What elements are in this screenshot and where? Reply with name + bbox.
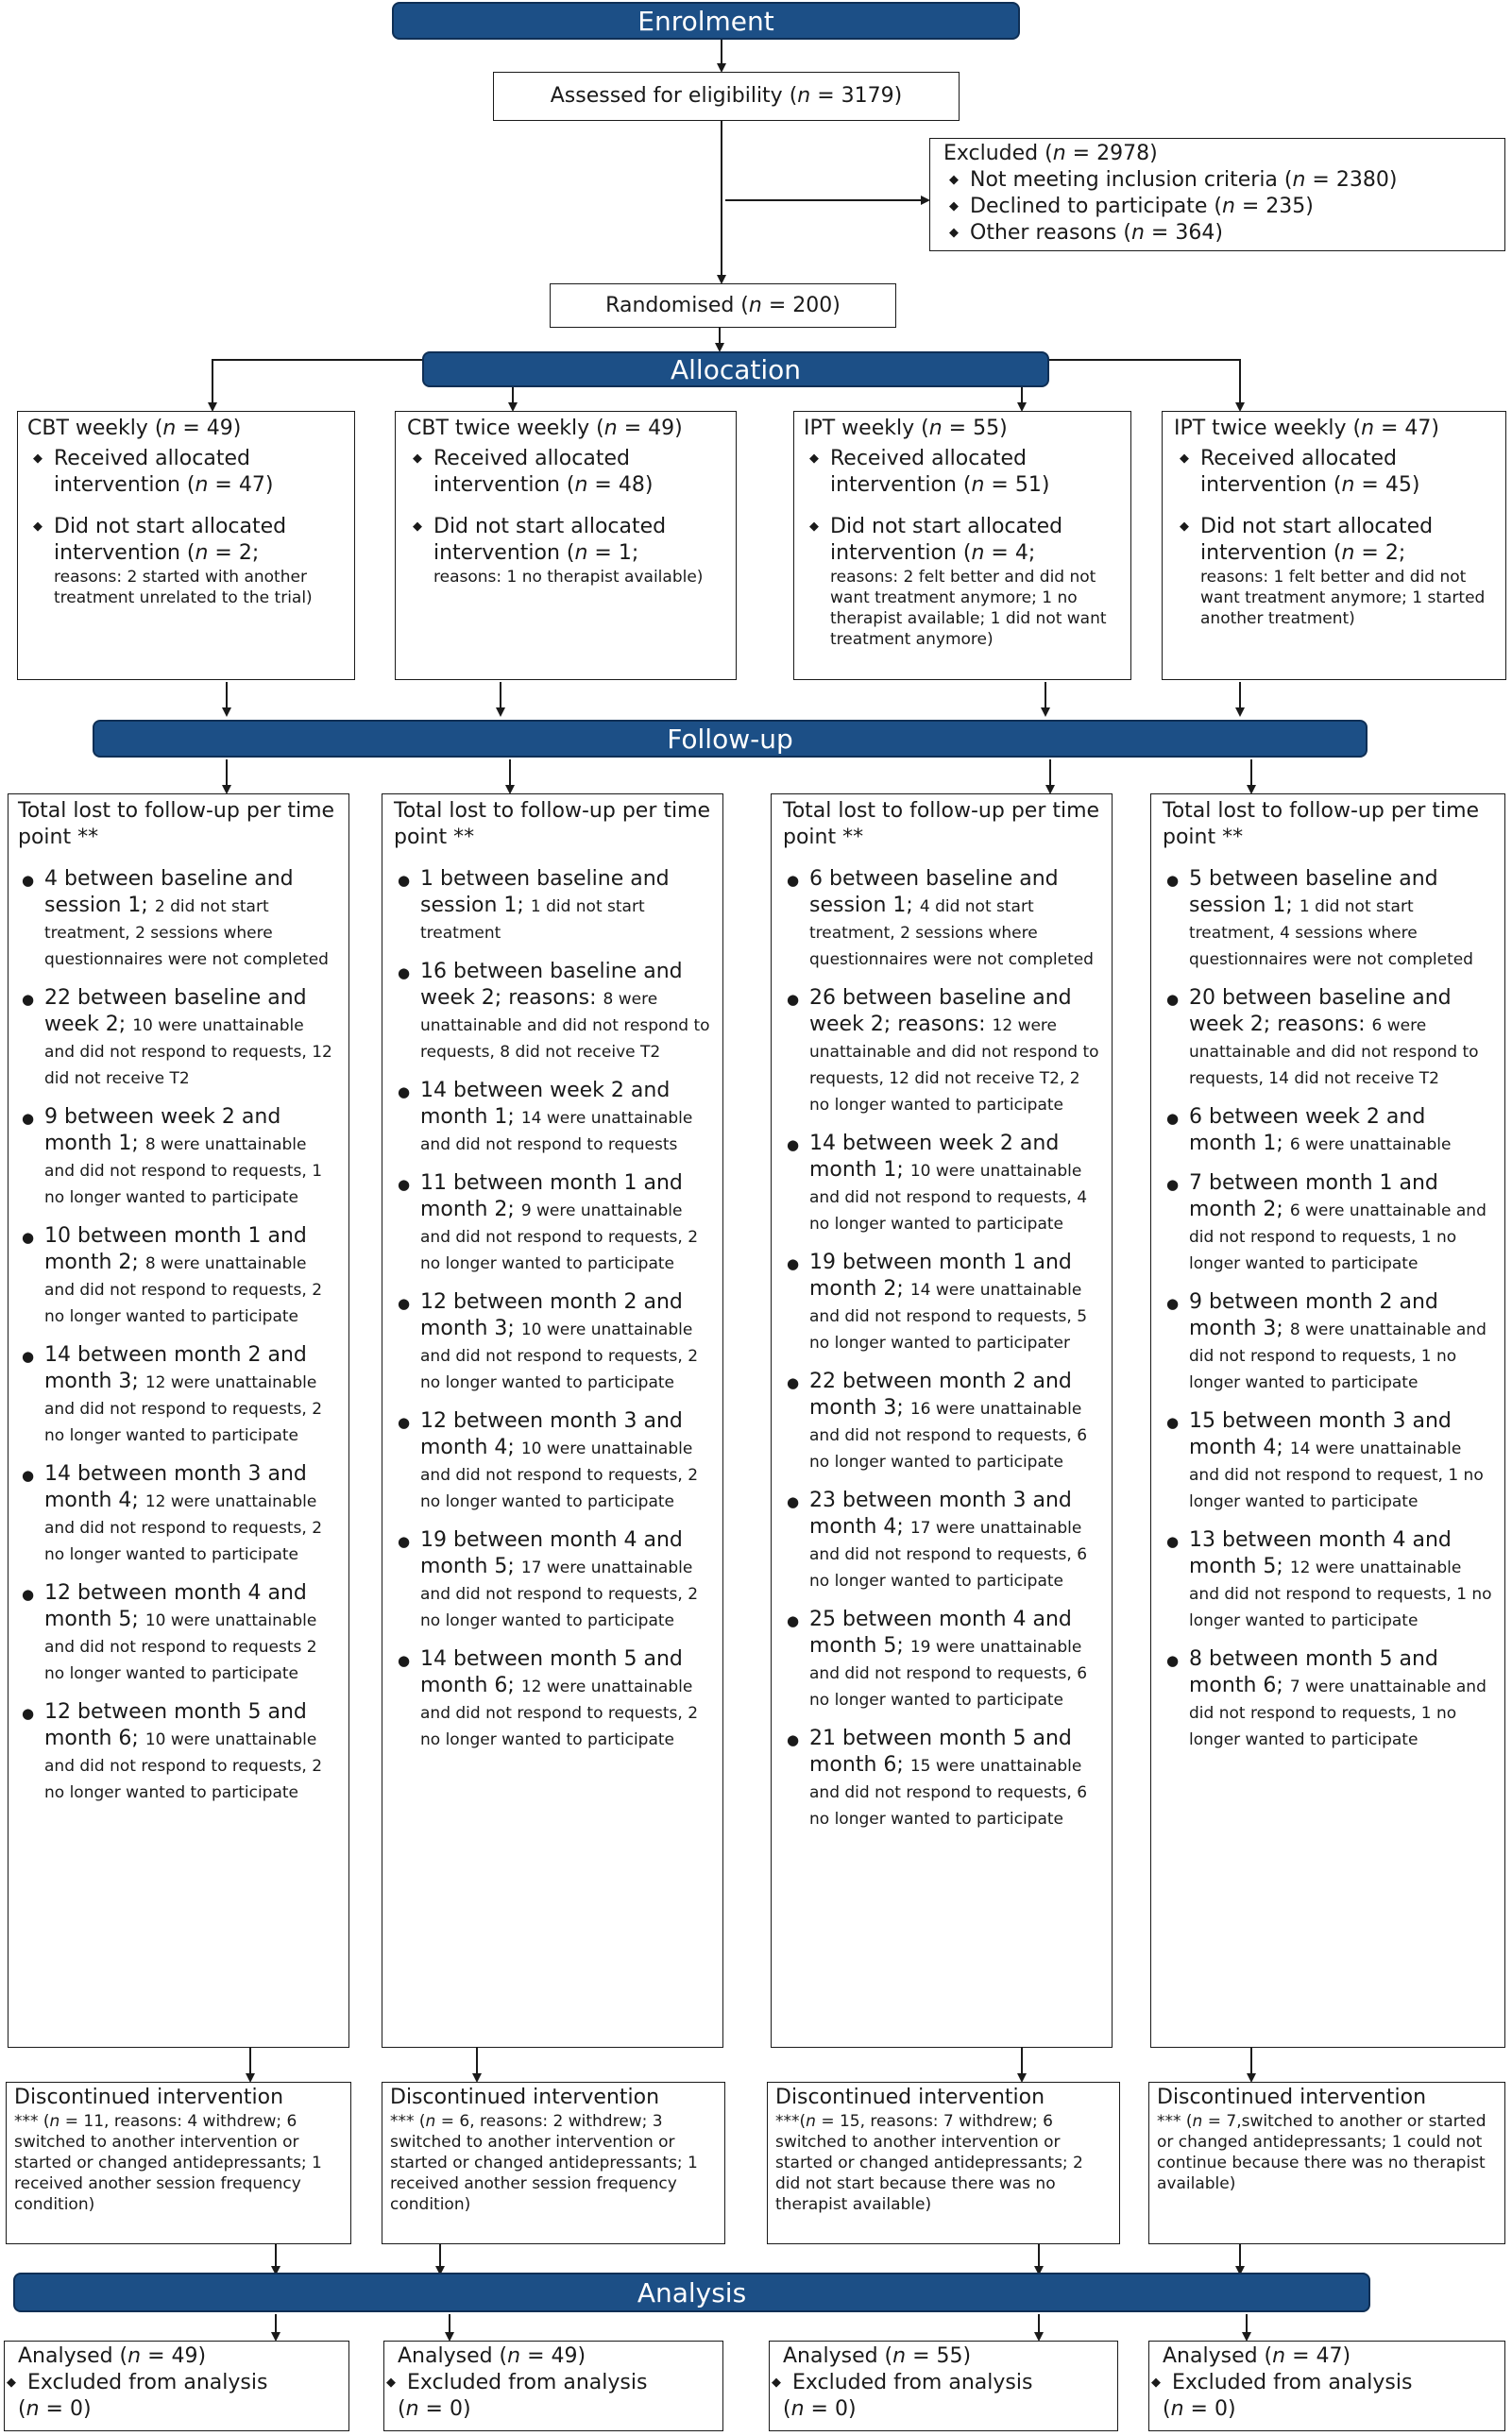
- analysed-box-ipt-twice: [1148, 2341, 1505, 2431]
- assessed-n: n: [797, 84, 811, 108]
- lost-item: ● 12 between month 5 and month 6; 10 were unattainable and did not respond to requests, 2 no longer wanted to participate: [18, 1699, 339, 1805]
- analysed-excluded-count: (n = 0): [1163, 2397, 1236, 2421]
- discontinued-box-cbt-weekly: [6, 2082, 351, 2244]
- analysed-title: Analysed (n = 49): [398, 2344, 586, 2368]
- lost-title: Total lost to follow-up per time point **: [1163, 799, 1480, 849]
- analysed-excluded-list: [766, 2370, 1104, 2396]
- arm-title: IPT weekly (n = 55): [804, 417, 1008, 440]
- analysis-banner: Analysis: [13, 2273, 1370, 2312]
- arm-received: ◆ Received allocated intervention (n = 48): [407, 446, 724, 499]
- analysed-excluded-item: ◆ Excluded from analysis: [1146, 2370, 1491, 2396]
- arm-allocation-list: [804, 446, 1121, 650]
- lost-list: [1163, 866, 1493, 1752]
- arm-not-started-reasons: reasons: 2 started with another treatment unrelated to the trial): [54, 568, 313, 607]
- excluded-reason-item: ◆ Declined to participate (n = 235): [943, 194, 1491, 220]
- lost-item: ● 12 between month 3 and month 4; 10 were unattainable and did not respond to requests, 2 no longer wanted to participate: [394, 1408, 711, 1514]
- analysed-title: Analysed (n = 49): [18, 2344, 207, 2368]
- lost-list: [394, 866, 711, 1752]
- lost-item: ● 15 between month 3 and month 4; 14 were unattainable and did not respond to request, 1 no longer wanted to participate: [1163, 1408, 1493, 1514]
- excluded-reasons: [943, 167, 1491, 247]
- lost-item: ● 12 between month 4 and month 5; 10 were unattainable and did not respond to requests 2 no longer wanted to participate: [18, 1580, 339, 1686]
- lost-box-ipt-weekly: [771, 793, 1113, 2048]
- analysed-excluded-count: (n = 0): [398, 2397, 471, 2421]
- analysed-excluded-list: [381, 2370, 709, 2396]
- lost-item: ● 10 between month 1 and month 2; 8 were unattainable and did not respond to requests, 2 no longer wanted to participate: [18, 1223, 339, 1329]
- discontinued-text: ***(n = 15, reasons: 7 withdrew; 6 switched to another intervention or started or changed antidepressants; 2 did not start because there was no therapist available): [775, 2112, 1083, 2214]
- lost-item: ● 11 between month 1 and month 2; 9 were unattainable and did not respond to requests, 2 no longer wanted to participate: [394, 1170, 711, 1276]
- arm-not-started-reasons: reasons: 2 felt better and did not want treatment anymore; 1 no therapist available; 1 did not want treatment anymore): [830, 568, 1107, 649]
- arm-not-started: ◆ Did not start allocated intervention (n = 2; reasons: 2 started with another treatment unrelated to the trial): [27, 514, 345, 608]
- lost-list: [783, 866, 1100, 1831]
- discontinued-box-ipt-weekly: [767, 2082, 1120, 2244]
- analysed-excluded-count: (n = 0): [18, 2397, 92, 2421]
- discontinued-title: Discontinued intervention: [775, 2086, 1045, 2109]
- excluded-reason-item: ◆ Other reasons (n = 364): [943, 220, 1491, 247]
- lost-item: ● 20 between baseline and week 2; reasons: 6 were unattainable and did not respond to requests, 14 did not receive T2: [1163, 985, 1493, 1091]
- lost-item: ● 14 between week 2 and month 1; 14 were unattainable and did not respond to requests: [394, 1078, 711, 1157]
- excluded-box: [929, 138, 1505, 251]
- lost-title: Total lost to follow-up per time point **: [18, 799, 335, 849]
- lost-item: ● 1 between baseline and session 1; 1 did not start treatment: [394, 866, 711, 945]
- arm-received: ◆ Received allocated intervention (n = 47): [27, 446, 345, 499]
- lost-title: Total lost to follow-up per time point **: [394, 799, 711, 849]
- analysed-title: Analysed (n = 55): [783, 2344, 972, 2368]
- lost-item: ● 14 between month 5 and month 6; 12 were unattainable and did not respond to requests, 2 no longer wanted to participate: [394, 1646, 711, 1752]
- analysed-title: Analysed (n = 47): [1163, 2344, 1351, 2368]
- lost-item: ● 25 between month 4 and month 5; 19 were unattainable and did not respond to requests, 6 no longer wanted to participate: [783, 1607, 1100, 1712]
- discontinued-title: Discontinued intervention: [1157, 2086, 1427, 2109]
- discontinued-box-ipt-twice: [1148, 2082, 1505, 2244]
- arm-received: ◆ Received allocated intervention (n = 51): [804, 446, 1121, 499]
- arm-not-started: ◆ Did not start allocated intervention (n = 2; reasons: 1 felt better and did not want treatment anymore; 1 started another treatment): [1174, 514, 1494, 629]
- lost-item: ● 22 between month 2 and month 3; 16 were unattainable and did not respond to requests, 6 no longer wanted to participate: [783, 1369, 1100, 1474]
- discontinued-text: *** (n = 11, reasons: 4 withdrew; 6 switched to another intervention or started or changed antidepressants; 1 received another session frequency condition): [14, 2112, 322, 2214]
- lost-item: ● 14 between month 3 and month 4; 12 were unattainable and did not respond to requests, 2 no longer wanted to participate: [18, 1461, 339, 1567]
- discontinued-text: *** (n = 6, reasons: 2 withdrew; 3 switched to another intervention or started or changed antidepressants; 1 received another session frequency condition): [390, 2112, 698, 2214]
- lost-item: ● 12 between month 2 and month 3; 10 were unattainable and did not respond to requests, 2 no longer wanted to participate: [394, 1289, 711, 1395]
- analysed-excluded-list: [1, 2370, 335, 2396]
- assessed-box: [493, 72, 960, 121]
- lost-item: ● 8 between month 5 and month 6; 7 were unattainable and did not respond to requests, 1 no longer wanted to participate: [1163, 1646, 1493, 1752]
- arm-box-ipt-twice: [1162, 411, 1506, 680]
- randomised-box: Randomised (n = 200): [550, 283, 896, 328]
- arm-allocation-list: [407, 446, 724, 588]
- discontinued-text: *** (n = 7,switched to another or started or changed antidepressants; 1 could not continue because there was no therapist available): [1157, 2112, 1487, 2193]
- lost-box-ipt-twice: [1150, 793, 1505, 2048]
- lost-item: ● 16 between baseline and week 2; reasons: 8 were unattainable and did not respond to requests, 8 did not receive T2: [394, 959, 711, 1065]
- follow-up-banner: Follow-up: [93, 720, 1368, 758]
- analysed-excluded-item: ◆ Excluded from analysis: [1, 2370, 335, 2396]
- lost-box-cbt-weekly: [8, 793, 349, 2048]
- allocation-banner: Allocation: [422, 351, 1049, 387]
- lost-item: ● 9 between week 2 and month 1; 8 were unattainable and did not respond to requests, 1 no longer wanted to participate: [18, 1104, 339, 1210]
- analysed-excluded-item: ◆ Excluded from analysis: [381, 2370, 709, 2396]
- arm-title: IPT twice weekly (n = 47): [1174, 417, 1440, 440]
- lost-item: ● 13 between month 4 and month 5; 12 were unattainable and did not respond to requests, 1 no longer wanted to participate: [1163, 1527, 1493, 1633]
- lost-item: ● 5 between baseline and session 1; 1 did not start treatment, 4 sessions where questionnaires were not completed: [1163, 866, 1493, 972]
- arm-allocation-list: [1174, 446, 1494, 629]
- arm-not-started-reasons: reasons: 1 felt better and did not want treatment anymore; 1 started another treatment): [1200, 568, 1486, 628]
- arm-title: CBT twice weekly (n = 49): [407, 417, 683, 440]
- arm-box-ipt-weekly: [793, 411, 1131, 680]
- discontinued-box-cbt-twice: [382, 2082, 725, 2244]
- analysed-excluded-item: ◆ Excluded from analysis: [766, 2370, 1104, 2396]
- lost-item: ● 6 between baseline and session 1; 4 did not start treatment, 2 sessions where questionnaires were not completed: [783, 866, 1100, 972]
- arm-box-cbt-weekly: [17, 411, 355, 680]
- enrolment-banner: Enrolment: [392, 2, 1020, 40]
- arm-received: ◆ Received allocated intervention (n = 45): [1174, 446, 1494, 499]
- lost-item: ● 19 between month 1 and month 2; 14 were unattainable and did not respond to requests, 5 no longer wanted to participater: [783, 1250, 1100, 1355]
- analysed-excluded-list: [1146, 2370, 1491, 2396]
- discontinued-title: Discontinued intervention: [14, 2086, 284, 2109]
- excluded-title: Excluded (n = 2978): [943, 142, 1158, 165]
- lost-list: [18, 866, 339, 1805]
- lost-item: ● 6 between week 2 and month 1; 6 were unattainable: [1163, 1104, 1493, 1157]
- arm-title: CBT weekly (n = 49): [27, 417, 242, 440]
- lost-item: ● 14 between week 2 and month 1; 10 were unattainable and did not respond to requests, 4 no longer wanted to participate: [783, 1131, 1100, 1236]
- arm-box-cbt-twice: [395, 411, 737, 680]
- lost-title: Total lost to follow-up per time point **: [783, 799, 1100, 849]
- excluded-reason-item: ◆ Not meeting inclusion criteria (n = 2380): [943, 167, 1491, 194]
- assessed-value: = 3179): [810, 84, 903, 108]
- analysed-box-cbt-twice: [383, 2341, 723, 2431]
- lost-item: ● 7 between month 1 and month 2; 6 were unattainable and did not respond to requests, 1 no longer wanted to participate: [1163, 1170, 1493, 1276]
- arm-not-started-reasons: reasons: 1 no therapist available): [433, 568, 704, 587]
- lost-box-cbt-twice: [382, 793, 723, 2048]
- analysed-box-ipt-weekly: [769, 2341, 1118, 2431]
- lost-item: ● 22 between baseline and week 2; 10 were unattainable and did not respond to requests, 12 did not receive T2: [18, 985, 339, 1091]
- lost-item: ● 9 between month 2 and month 3; 8 were unattainable and did not respond to requests, 1 no longer wanted to participate: [1163, 1289, 1493, 1395]
- lost-item: ● 14 between month 2 and month 3; 12 were unattainable and did not respond to requests, 2 no longer wanted to participate: [18, 1342, 339, 1448]
- arm-not-started: ◆ Did not start allocated intervention (n = 4; reasons: 2 felt better and did not want treatment anymore; 1 no therapist available; 1 did not want treatment anymore): [804, 514, 1121, 650]
- lost-item: ● 4 between baseline and session 1; 2 did not start treatment, 2 sessions where questionnaires were not completed: [18, 866, 339, 972]
- arm-not-started: ◆ Did not start allocated intervention (n = 1; reasons: 1 no therapist available): [407, 514, 724, 588]
- lost-item: ● 26 between baseline and week 2; reasons: 12 were unattainable and did not respond to requests, 12 did not receive T2, 2 no longer wanted to participate: [783, 985, 1100, 1117]
- lost-item: ● 23 between month 3 and month 4; 17 were unattainable and did not respond to requests, 6 no longer wanted to participate: [783, 1488, 1100, 1593]
- analysed-box-cbt-weekly: [4, 2341, 349, 2431]
- assessed-label: Assessed for eligibility (: [550, 84, 798, 108]
- lost-item: ● 21 between month 5 and month 6; 15 were unattainable and did not respond to requests, 6 no longer wanted to participate: [783, 1726, 1100, 1831]
- discontinued-title: Discontinued intervention: [390, 2086, 660, 2109]
- arm-allocation-list: [27, 446, 345, 608]
- lost-item: ● 19 between month 4 and month 5; 17 were unattainable and did not respond to requests, 2 no longer wanted to participate: [394, 1527, 711, 1633]
- analysed-excluded-count: (n = 0): [783, 2397, 857, 2421]
